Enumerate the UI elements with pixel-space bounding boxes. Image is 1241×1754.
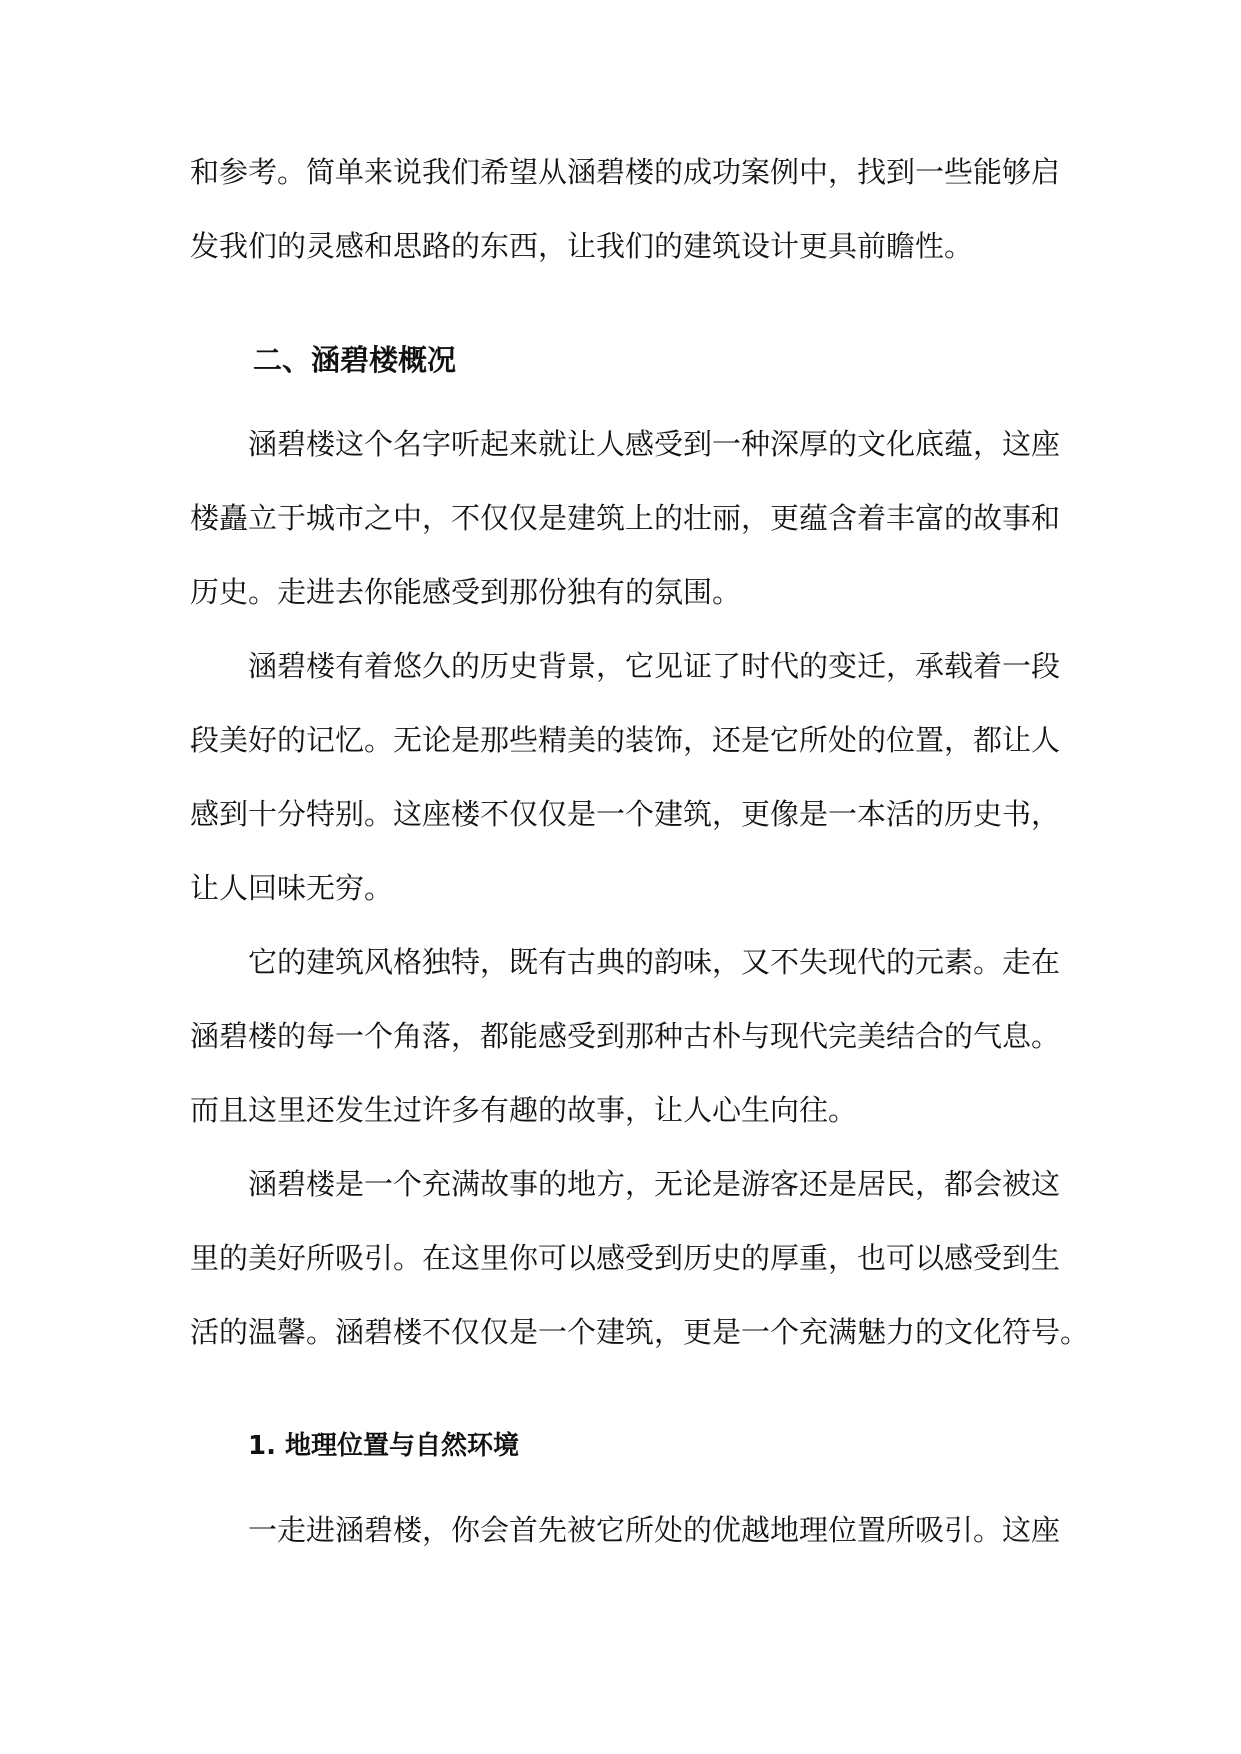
paragraph-4-line-1: 涵碧楼是一个充满故事的地方，无论是游客还是居民，都会被这	[248, 1167, 1061, 1201]
paragraph-2-line-1: 涵碧楼有着悠久的历史背景，它见证了时代的变迁，承载着一段	[248, 649, 1061, 683]
paragraph-1-line-3: 历史。走进去你能感受到那份独有的氛围。	[190, 575, 742, 609]
section-heading: 二、涵碧楼概况	[253, 343, 457, 377]
body-line-1: 和参考。简单来说我们希望从涵碧楼的成功案例中，找到一些能够启	[190, 155, 1061, 189]
paragraph-2-line-3: 感到十分特别。这座楼不仅仅是一个建筑，更像是一本活的历史书，	[190, 797, 1061, 831]
paragraph-1-line-2: 楼矗立于城市之中，不仅仅是建筑上的壮丽，更蕴含着丰富的故事和	[190, 501, 1061, 535]
paragraph-1-line-1: 涵碧楼这个名字听起来就让人感受到一种深厚的文化底蕴，这座	[248, 427, 1061, 461]
paragraph-3-line-3: 而且这里还发生过许多有趣的故事，让人心生向往。	[190, 1093, 858, 1127]
subsection-heading: 1. 地理位置与自然环境	[248, 1431, 520, 1461]
paragraph-4-line-3: 活的温馨。涵碧楼不仅仅是一个建筑，更是一个充满魅力的文化符号。	[190, 1315, 1090, 1349]
body-line-2: 发我们的灵感和思路的东西，让我们的建筑设计更具前瞻性。	[190, 229, 974, 263]
paragraph-4-line-2: 里的美好所吸引。在这里你可以感受到历史的厚重，也可以感受到生	[190, 1241, 1061, 1275]
paragraph-2-line-2: 段美好的记忆。无论是那些精美的装饰，还是它所处的位置，都让人	[190, 723, 1061, 757]
paragraph-2-line-4: 让人回味无穷。	[190, 871, 394, 905]
paragraph-3-line-1: 它的建筑风格独特，既有古典的韵味，又不失现代的元素。走在	[248, 945, 1061, 979]
paragraph-3-line-2: 涵碧楼的每一个角落，都能感受到那种古朴与现代完美结合的气息。	[190, 1019, 1061, 1053]
paragraph-5-line-1: 一走进涵碧楼，你会首先被它所处的优越地理位置所吸引。这座	[248, 1513, 1061, 1547]
